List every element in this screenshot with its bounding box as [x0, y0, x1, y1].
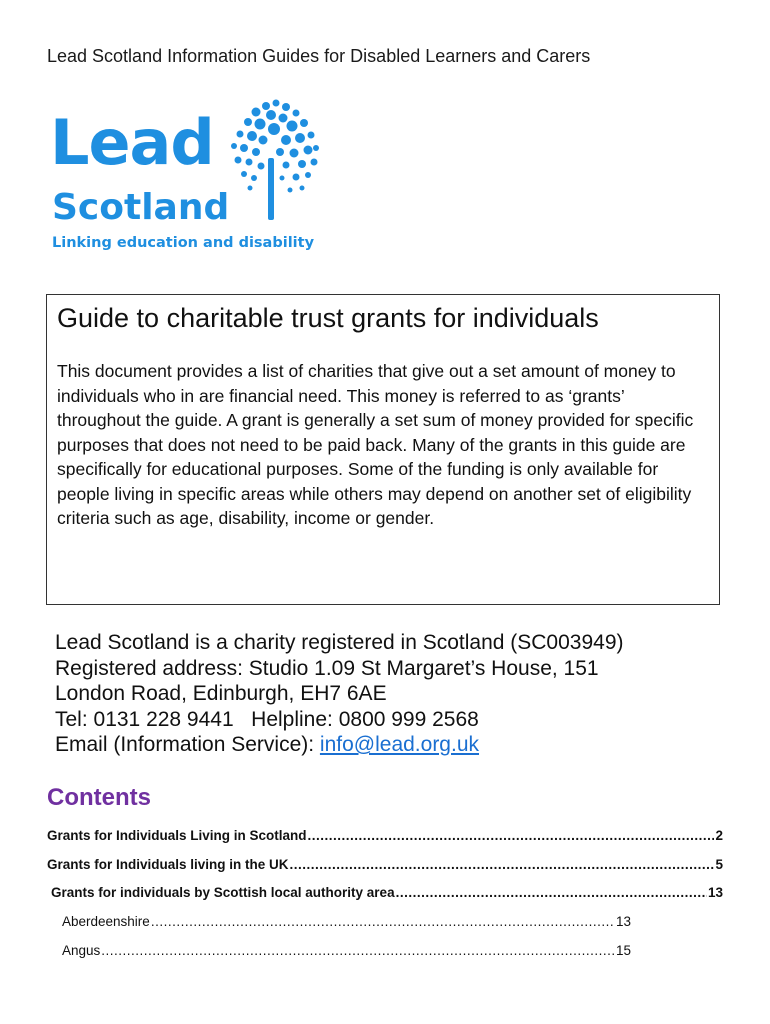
toc-entry-label: Grants for individuals by Scottish local authority area — [51, 885, 395, 900]
email-link[interactable]: info@lead.org.uk — [319, 733, 480, 756]
toc-leader — [101, 943, 615, 958]
intro-box — [46, 294, 720, 605]
tree-icon — [216, 98, 336, 228]
toc-leader — [396, 885, 707, 900]
document-header: Lead Scotland Information Guides for Disabled Learners and Carers — [47, 46, 591, 66]
toc-entry-page: 5 — [715, 857, 723, 872]
toc-entry-page: 13 — [615, 914, 631, 929]
registered-address-line2: London Road, Edinburgh, EH7 6AE — [55, 682, 387, 705]
toc-entry-page: 2 — [715, 828, 723, 843]
logo-word-scotland: Scotland — [52, 187, 230, 228]
toc-leader — [308, 828, 715, 843]
toc-entry-label: Grants for Individuals Living in Scotland — [47, 828, 307, 843]
toc-entry-page: 13 — [707, 885, 723, 900]
toc-entry[interactable] — [47, 857, 723, 872]
contents-heading: Contents — [47, 784, 151, 811]
toc-entry-label: Grants for Individuals living in the UK — [47, 857, 289, 872]
logo-word-lead: Lead — [50, 106, 214, 179]
intro-paragraph: This document provides a list of charities that give out a set amount of money to individuals who in are financial need. This money is referred to as ‘grants’ throughout the guide. A grant is generally a set sum of money provided for specific purposes that does not need to be paid back. Many of the grants in this guide are specifically for educational purposes. Some of the funding is only available for people living in specific areas while others may depend on another set of eligibility criteria such as age, disability, income or gender. — [57, 361, 694, 528]
email-line — [55, 732, 624, 758]
email-label: Email (Information Service): — [55, 733, 320, 756]
toc-entry[interactable] — [47, 828, 723, 843]
toc-entry-label: Aberdeenshire — [62, 914, 150, 929]
toc-leader — [151, 914, 615, 929]
logo-tagline: Linking education and disability — [52, 235, 315, 251]
phone-numbers: Tel: 0131 228 9441 Helpline: 0800 999 2568 — [55, 707, 479, 731]
guide-title: Guide to charitable trust grants for individuals — [57, 303, 599, 333]
charity-registration: Lead Scotland is a charity registered in Scotland (SC003949) — [55, 631, 624, 654]
lead-scotland-logo — [50, 98, 350, 258]
toc-subentry[interactable] — [62, 943, 631, 958]
toc-subentry[interactable] — [62, 914, 631, 929]
registered-address-line1: Registered address: Studio 1.09 St Margaret’s House, 151 — [55, 656, 599, 680]
toc-entry-page: 15 — [615, 943, 631, 958]
toc-entry-label: Angus — [62, 943, 101, 958]
toc-leader — [290, 857, 715, 872]
charity-info — [55, 630, 624, 758]
toc-entry[interactable] — [51, 885, 723, 900]
